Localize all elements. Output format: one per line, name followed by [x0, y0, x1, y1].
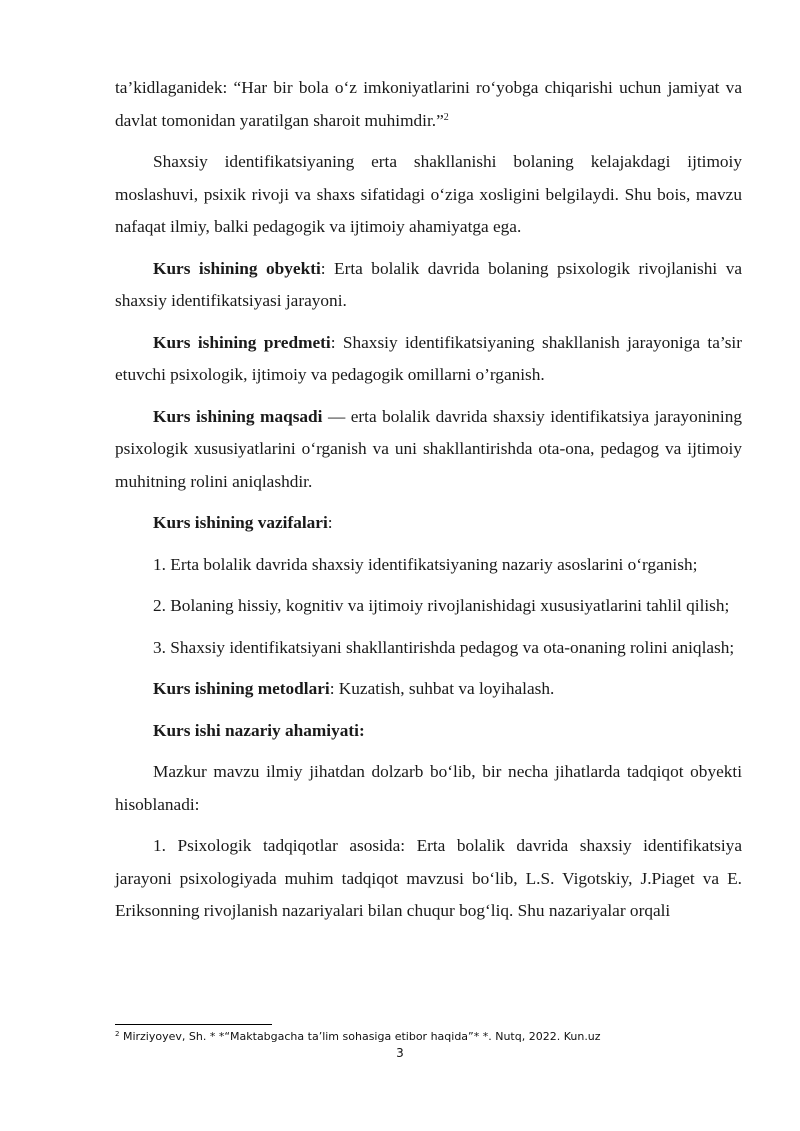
footnote — [115, 1030, 742, 1044]
list-item-task-3: 3. Shaxsiy identifikatsiyani shakllantirishda pedagog va ota-onaning rolini aniqlash; — [153, 637, 735, 657]
page-number: 3 — [396, 1046, 404, 1060]
heading-theoretical: Kurs ishi nazariy ahamiyati: — [153, 720, 365, 740]
paragraph-theoretical-heading — [115, 715, 742, 748]
paragraph-goal: Kurs ishining maqsadi — erta bolalik davrida shaxsiy identifikatsiya jarayonining psixologik xususiyatlarini o‘rganish va uni shakllantirishda ota-ona, pedagog va ijtimoiy muhitning rolini aniqlashdir. — [115, 406, 742, 491]
heading-goal: Kurs ishining maqsadi — [153, 406, 323, 426]
document-body — [115, 72, 742, 937]
heading-tasks: Kurs ishining vazifalari — [153, 513, 328, 532]
paragraph-significance: Shaxsiy identifikatsiyaning erta shakllanishi bolaning kelajakdagi ijtimoiy moslashuvi, psixik rivoji va shaxs sifatidagi o‘ziga xosligini belgilaydi. Shu bois, mavzu nafaqat ilmiy, balki pedagogik va ijtimoiy ahamiyatga ega. — [115, 152, 742, 236]
footnote-text: Mirziyoyev, Sh. * *“Maktabgacha ta’lim sohasiga etibor haqida”* *. Nutq, 2022. Kun.uz — [119, 1030, 601, 1043]
list-item-task-1: 1. Erta bolalik davrida shaxsiy identifikatsiyaning nazariy asoslarini o‘rganish; — [153, 554, 698, 574]
heading-methods: Kurs ishining metodlari — [153, 679, 330, 698]
list-item-task-2: 2. Bolaning hissiy, kognitiv va ijtimoiy rivojlanishidagi xususiyatlarini tahlil qilish; — [153, 596, 730, 615]
paragraph-object: Kurs ishining obyekti: Erta bolalik davrida bolaning psixologik rivojlanishi va shaxsiy identifikatsiyasi jarayoni. — [115, 258, 742, 310]
footnote-separator — [115, 1024, 272, 1025]
paragraph-subject: Kurs ishining predmeti: Shaxsiy identifikatsiyaning shakllanish jarayoniga ta’sir etuvchi psixologik, ijtimoiy va pedagogik omillarni o’rganish. — [115, 332, 742, 384]
footnote-ref: 2 — [443, 111, 449, 123]
paragraph-quote: ta’kidlaganidek: “Har bir bola o‘z imkoniyatlarini ro‘yobga chiqarishi uchun jamiyat va davlat tomonidan yaratilgan sharoit muhimdir.”$^2$ — [115, 78, 742, 130]
paragraph-tasks: Kurs ishining vazifalari: — [153, 513, 333, 532]
list-item-relevance-1: 1. Psixologik tadqiqotlar asosida: Erta bolalik davrida shaxsiy identifikatsiya jarayoni psixologiyada muhim tadqiqot mavzusi bo‘lib, L.S. Vigotskiy, J.Piaget va E. Eriksonning rivojlanish nazariyalari bilan chuqur bog‘liq. Shu nazariyalar orqali — [115, 836, 742, 920]
heading-subject: Kurs ishining predmeti — [153, 332, 331, 352]
paragraph-methods: Kurs ishining metodlari: Kuzatish, suhbat va loyihalash. — [153, 679, 555, 698]
paragraph-relevance: Mazkur mavzu ilmiy jihatdan dolzarb bo‘lib, bir necha jihatlarda tadqiqot obyekti hisoblanadi: — [115, 762, 742, 814]
footnote-number: 2 — [115, 1030, 120, 1038]
heading-object: Kurs ishining obyekti — [153, 258, 321, 278]
